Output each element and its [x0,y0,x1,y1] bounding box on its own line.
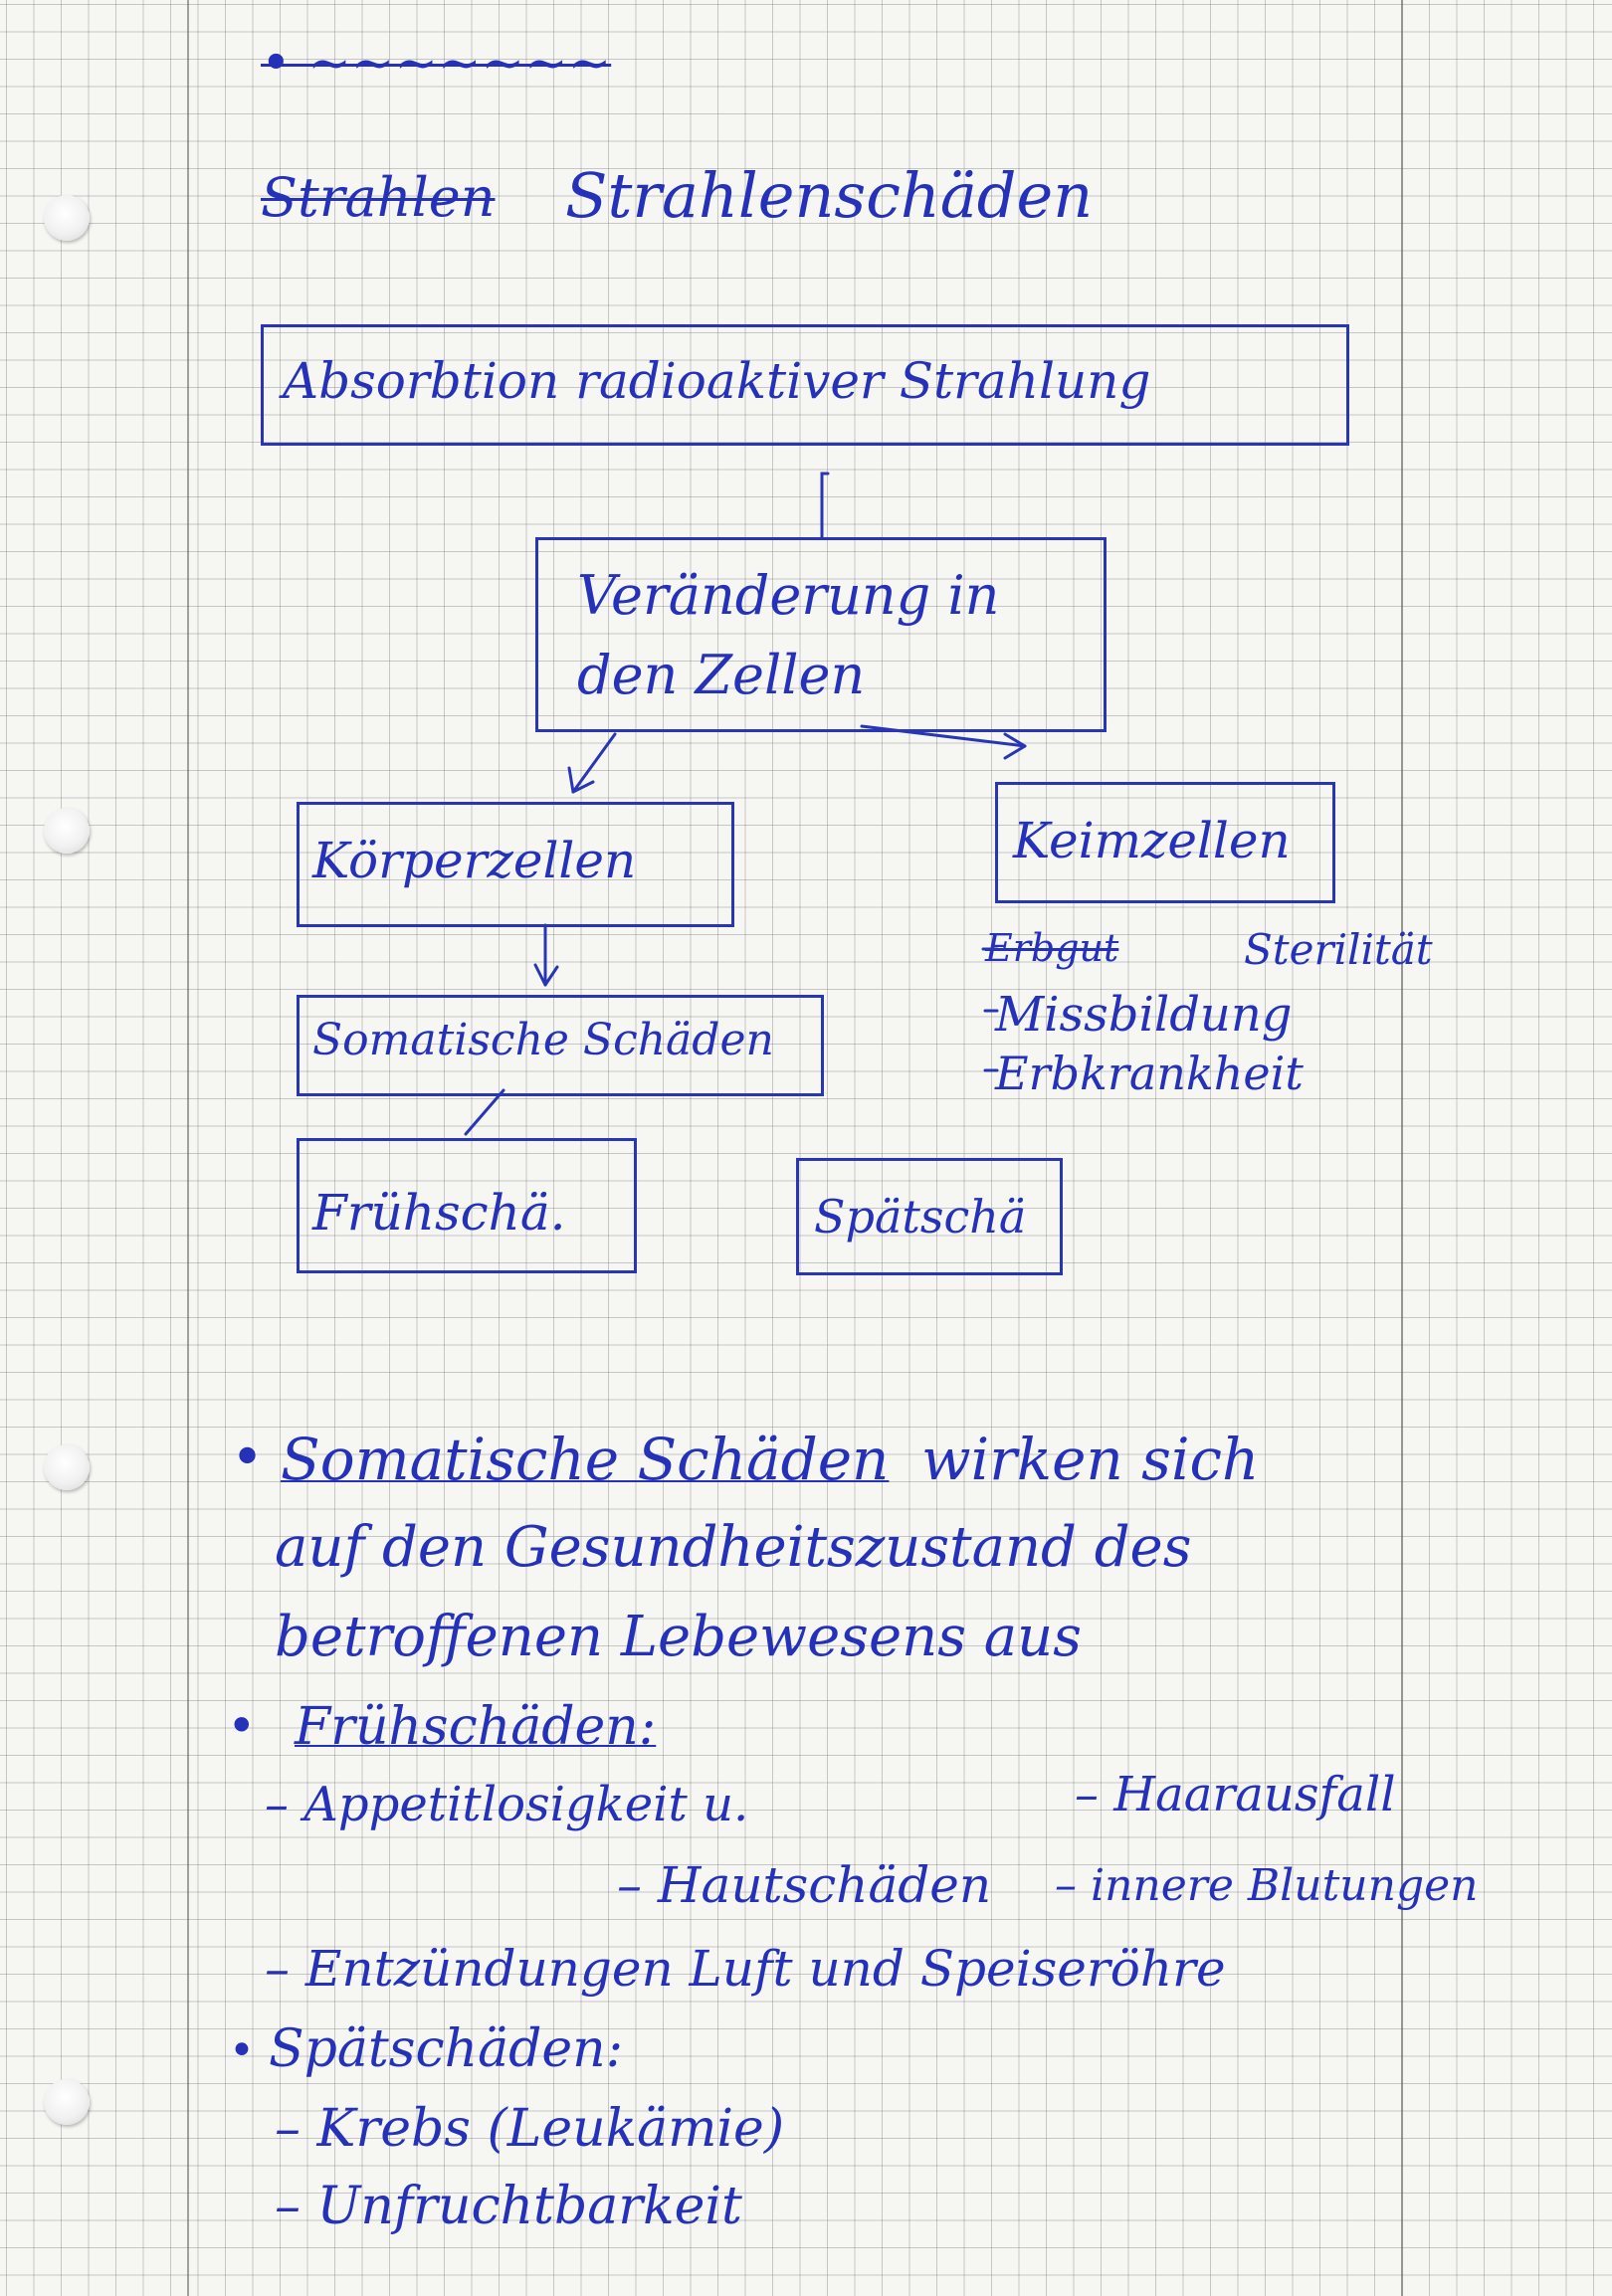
body-cells-label: Körperzellen [312,832,637,889]
absorption-label: Absorbtion radioaktiver Strahlung [283,352,1151,410]
late-item-cancer: – Krebs (Leukämie) [275,2099,785,2159]
crossed-out-scribble: • ~~~~~~~ [261,34,612,94]
somatic-heading: Somatische Schäden [281,1426,890,1493]
connector-top-to-middle [822,474,828,537]
late-item-infertility: – Unfruchtbarkeit [275,2177,742,2236]
title-crossed-out: Strahlen [261,166,496,229]
cell-change-label-1: Veränderung in [577,564,1000,627]
page-title: Strahlenschäden [565,159,1094,232]
connector-middle-to-right [862,726,1025,746]
somatic-text-1: wirken sich [921,1426,1260,1493]
somatic-text-2: auf den Gesundheitszustand des [275,1515,1192,1580]
early-item-inflammation: – Entzündungen Luft und Speiseröhre [265,1940,1226,1998]
early-item-bleeding: – innere Blutungen [1055,1860,1479,1911]
bullet-dot: • [227,1697,257,1755]
connector-middle-to-left [573,734,615,792]
early-damage-label: Frühschä. [312,1184,566,1242]
early-item-appetite: – Appetitlosigkeit u. [265,1777,749,1832]
connector-somatic-to-early [466,1090,504,1134]
early-item-skin: – Hautschäden [617,1856,992,1914]
list-item-heredity: Erbgut [985,926,1119,970]
bullet-dot: • [231,1426,265,1490]
late-heading: Spätschäden: [269,2019,624,2079]
list-item-hereditary-disease: Erbkrankheit [995,1047,1304,1100]
early-item-hair-loss: – Haarausfall [1075,1767,1396,1822]
somatic-damage-label: Somatische Schäden [312,1015,774,1065]
list-item-sterility: Sterilität [1244,925,1433,974]
early-heading: Frühschäden: [295,1697,657,1757]
germ-cells-label: Keimzellen [1013,812,1291,869]
late-damage-label: Spätschä [814,1190,1027,1244]
cell-change-label-2: den Zellen [577,644,866,706]
somatic-text-3: betroffenen Lebewesens aus [275,1605,1082,1669]
bullet-dot: • [229,2025,255,2076]
list-item-malformation: Missbildung [995,987,1293,1043]
